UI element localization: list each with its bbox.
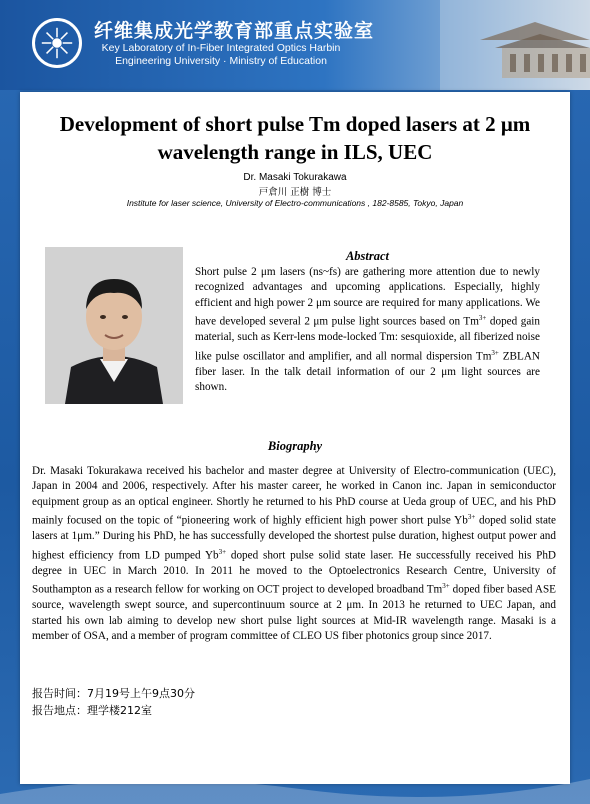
speaker-name-jp: 戸倉川 正樹 博士 [258, 187, 332, 198]
speaker-affiliation: Institute for laser science, University of Electro-communications , 182-8585, Tokyo, Japan [126, 198, 464, 208]
biography-heading: Biography [267, 439, 323, 453]
speaker-name: Dr. Masaki Tokurakawa [243, 172, 347, 183]
speaker-photo [45, 247, 183, 404]
university-logo-icon [348, 728, 392, 772]
university-name-en: Harbin Engineering University [409, 757, 568, 771]
report-time: 报告时间：7月19号上午9点30分 [32, 687, 195, 700]
abstract-heading: Abstract [345, 249, 390, 263]
abstract-sup-1: 3+ [478, 314, 487, 323]
building-image [440, 0, 590, 90]
bio-text-b: doped solid state lasers at 1μm.” During his PhD, he has successfully developed the shortest pulse duration, highest output power and highest efficiency from LD pumped Yb [32, 514, 556, 562]
abstract-text-a: Short pulse 2 μm lasers (ns~fs) are gathering more attention due to newly recognized advantages and upcoming applications. Especially, highly efficient and high power 2 μm source are required for many applications. We have developed several 2 μm pulse light sources based on Tm [195, 266, 540, 328]
bio-text-a: Dr. Masaki Tokurakawa received his bachelor and master degree at University of Electro-communication (UEC), Japan in 2004 and 2006, respectively. After his master career, he worked in Canon inc. Japan in semiconductor equipment group as an optical engineer. Shortly he returned to his PhD course at Ueda group of UEC, and his PhD mainly focused on the topic of “pioneering work of highly efficient high power short pulse Yb [32, 465, 556, 527]
content-panel [20, 92, 570, 784]
bio-sup-2: 3+ [218, 547, 227, 556]
lab-logo-icon [32, 18, 82, 68]
bio-sup-3: 3+ [442, 582, 450, 591]
lab-name-cn: 纤维集成光学教育部重点实验室 [94, 20, 375, 42]
talk-title: Development of short pulse Tm doped lasers at 2 μm wavelength range in ILS, UEC [59, 112, 531, 164]
report-info [32, 685, 195, 719]
university-name-cn: 哈爾濱工程大學 [400, 731, 568, 756]
abstract-text-c: ZBLAN fiber laser. In the talk detail information of our 2 μm light sources are shown. [195, 350, 541, 394]
biography-text [32, 464, 556, 645]
abstract-text [195, 265, 540, 396]
abstract-text-b: doped gain material, such as Kerr-lens mode-locked Tm: sesquioxide, all fiberized noise like pulse oscillator and amplifier, and all normal dispersion Tm [195, 315, 540, 363]
lab-name-en-line2: Engineering University · Ministry of Education [115, 55, 327, 67]
lab-name-en-line1: Key Laboratory of In-Fiber Integrated Optics Harbin [101, 42, 341, 54]
header-banner [0, 0, 590, 90]
report-place: 报告地点：理学楼212室 [32, 704, 152, 717]
bio-text-d: doped fiber based ASE source, wavelength swept source, and supercontinuum source at 2 μm. In 2013 he returned to UEC Japan, and started his own lab aiming to develop new short pulse light sources at Mid-IR wavelength range. Masaki is a member of OSA, and a member of program committee of CLEO US fiber photonics group since 2017. [32, 584, 557, 643]
lab-name-en [96, 42, 346, 68]
abstract-sup-2: 3+ [491, 348, 499, 357]
bio-text-c: doped short pulse solid state laser. He successfully received his PhD degree in UEC in March 2010. In 2011 he moved to the Optoelectronics Research Centre, University of Southampton as a research fellow for working on OCT project to developed broadband Tm [32, 549, 556, 597]
bio-sup-1: 3+ [467, 513, 476, 522]
